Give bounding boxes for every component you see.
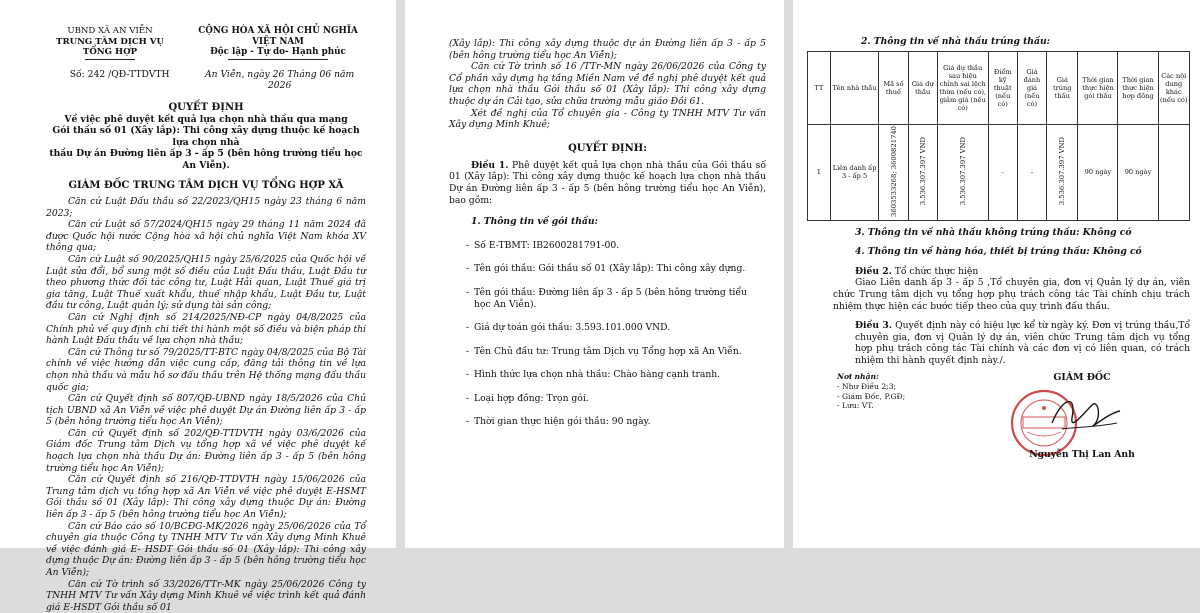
list-item-text: Thời gian thực hiện gói thầu: 90 ngày.: [474, 416, 651, 428]
recipient-item: - Lưu: VT.: [837, 401, 874, 411]
article-1-label: Điều 1.: [471, 159, 509, 171]
document-number: Số: 242 /QĐ-TTDVTH: [69, 68, 170, 80]
list-item-text: Hình thức lựa chọn nhà thầu: Chào hàng cạnh tranh.: [474, 369, 721, 381]
article-2: [855, 266, 1190, 278]
list-item-text: Tên gói thầu: Đường liên ấp 3 - ấp 5 (bên hông trường tiểu học An Viễn).: [474, 286, 747, 310]
cell-contract-duration: 90 ngày: [1118, 124, 1158, 220]
legal-basis: Căn cứ Nghị định số 214/2025/NĐ-CP ngày 04/8/2025 của Chính phủ về quy định chi tiết thi hành một số điều và biện pháp thi hành Luật Đấu thầu về lựa chọn nhà thầu;: [46, 311, 366, 347]
winning-price-text: 3.536.307.397 VND: [1058, 136, 1067, 206]
legal-basis: Căn cứ Tờ trình số 16 /TTr-MN ngày 26/06/2026 của Công ty Cổ phần xây dựng hạ tầng Miền Nam về đề nghị phê duyệt kết quả lựa chọn nhà thầu Gói thầu số 01 (Xây lắp): Thi công xây dựng thuộc dự án Cải tạo, sửa chữa trường mẫu giáo Đồi 61.: [449, 61, 766, 107]
bid-price-text: 3.536.307.397 VND: [918, 136, 927, 206]
cell-eval-price: -: [1017, 124, 1046, 220]
cell-contractor: Liên danh ấp 3 - ấp 5: [830, 124, 879, 220]
list-item: - Tên gói thầu: Gói thầu số 01 (Xây lắp): Thi công xây dựng.: [465, 263, 746, 275]
article-2-title: Tổ chức thực hiện: [891, 265, 979, 277]
issuer-name: TRUNG TÂM DỊCH VỤ TỔNG HỢP: [56, 36, 164, 58]
legal-basis: Xét đề nghị của Tổ chuyên gia - Công ty TNHH MTV Tư vấn Xây dựng Minh Khuê;: [449, 107, 766, 131]
continued-text: (Xây lắp): Thi công xây dựng thuộc dự án Đường liên ấp 3 - ấp 5 (bên hông trường tiểu học An Viễn);: [449, 38, 766, 61]
cell-winning-price: [1047, 124, 1078, 220]
col-header: Các nội dung khác (nếu có): [1158, 51, 1189, 124]
signature-column: [1007, 372, 1157, 460]
article-3: [807, 320, 1190, 366]
cell-bid-price: [908, 124, 937, 220]
legal-basis: Căn cứ Quyết định số 202/QĐ-TTDVTH ngày 03/6/2026 của Giám đốc Trung tâm Dịch vụ tổng hợp xã về việc phê duyệt kế hoạch lựa chọn nhà thầu Dự án: Đường liên ấp 3 - ấp 5 (bên hông trường tiểu học An Viễn);: [46, 427, 366, 474]
document-header: [46, 26, 366, 60]
document-page-3: [793, 0, 1200, 548]
cell-other: [1158, 124, 1189, 220]
section-4-heading: 4. Thông tin về hàng hóa, thiết bị trúng thầu: Không có: [855, 246, 1142, 258]
article-1-text: Phê duyệt kết quả lựa chọn nhà thầu của Gói thầu số 01 (Xây lắp): Thi công xây dựng thuộc kế hoạch lựa chọn nhà thầu Dự án Đường liên ấp 3 - ấp 5 (bên hông trường tiểu học An Viễn), bao gồm:: [449, 159, 766, 206]
cell-adjusted-price: [937, 124, 988, 220]
article-2-label: Điều 2.: [855, 265, 892, 277]
decision-subject-line2: Gói thầu số 01 (Xây lắp): Thi công xây dựng thuộc kế hoạch lựa chọn nhà: [52, 125, 360, 148]
motto: Độc lập - Tự do- Hạnh phúc: [210, 47, 346, 58]
tax-code-text: 3603533268; 3600821740: [889, 125, 898, 217]
col-header: Điểm kỹ thuật (nếu có): [988, 51, 1017, 124]
list-item-text: Loại hợp đồng: Trọn gói.: [474, 392, 589, 404]
col-header: Giá dự thầu sau hiệu chỉnh sai lệch thừa (nếu có), giảm giá (nếu có): [937, 51, 988, 124]
document-page-1: [0, 0, 396, 613]
winner-table: [807, 51, 1190, 221]
col-header: Thời gian thực hiện hợp đồng: [1118, 51, 1158, 124]
document-page-2: [405, 0, 784, 548]
list-item-text: Giá dự toán gói thầu: 3.593.101.000 VND.: [474, 322, 671, 334]
issuer-block: [46, 26, 174, 60]
legal-basis: Căn cứ Luật số 57/2024/QH15 ngày 29 tháng 11 năm 2024 đã được Quốc hội nước Cộng hòa xã hội chủ nghĩa Việt Nam khóa XV thông qua;: [46, 219, 366, 254]
article-3-text: Quyết định này có hiệu lực kể từ ngày ký. Đơn vị trúng thầu,Tổ chuyên gia, đơn vị Quản lý dự án, viên chức Trung tâm dịch vụ tổng hợp phụ trách công tác Tài chính và các đơn vị có liên quan, có trách nhiệm thi hành quyết định này./.: [855, 320, 1190, 366]
nation-name: CỘNG HÒA XÃ HỘI CHỦ NGHĨA VIỆT NAM: [198, 26, 358, 47]
article-2-body: Giao Liên danh ấp 3 - ấp 5 ,Tổ chuyên gia, đơn vị Quản lý dự án, viên chức Trung tâm dịch vụ tổng hợp phụ trách công tác Tài chính chịu trách nhiệm thực hiện các bước tiếp theo của quy trình đấu thầu.: [833, 277, 1190, 312]
cell-tech-score: -: [988, 124, 1017, 220]
legal-basis: Căn cứ Thông tư số 79/2025/TT-BTC ngày 04/8/2025 của Bộ Tài chính về việc hướng dẫn việc cung cấp, đăng tải thông tin về lựa chọn nhà thầu và mẫu hồ sơ đấu thầu trên Hệ thống mạng đấu thầu quốc gia;: [46, 346, 366, 393]
issuer-parent: UBND XÃ AN VIỄN: [67, 26, 153, 36]
list-item: - Hình thức lựa chọn nhà thầu: Chào hàng cạnh tranh.: [465, 369, 721, 381]
docno-row: [46, 69, 366, 92]
document-date: An Viễn, ngày 26 Tháng 06 năm 2026: [204, 68, 355, 92]
cell-tt: 1: [808, 124, 831, 220]
col-header: Giá trúng thầu: [1047, 51, 1078, 124]
col-header: Giá dự thầu: [908, 51, 937, 124]
decision-title: QUYẾT ĐỊNH: [168, 101, 244, 113]
issuing-authority: GIÁM ĐỐC TRUNG TÂM DỊCH VỤ TỔNG HỢP XÃ: [68, 180, 344, 191]
list-item-text: Tên gói thầu: Gói thầu số 01 (Xây lắp): Thi công xây dựng.: [474, 263, 746, 275]
recipients-block: [837, 372, 905, 410]
list-item: - Loại hợp đồng: Trọn gói.: [465, 392, 589, 404]
signer-title: GIÁM ĐỐC: [1053, 372, 1111, 384]
list-item: - Giá dự toán gói thầu: 3.593.101.000 VND.: [465, 322, 671, 334]
table-row: [808, 124, 1190, 220]
decision-subject-line3: thầu Dự án Đường liên ấp 3 - ấp 5 (bên hông trường tiểu học An Viễn).: [49, 148, 363, 171]
table-header-row: [808, 51, 1190, 124]
section-2-heading: 2. Thông tin về nhà thầu trúng thầu:: [861, 36, 1051, 47]
decision-subject: Về việc phê duyệt kết quả lựa chọn nhà thầu qua mạng: [64, 113, 348, 125]
list-item: - Tên gói thầu: Đường liên ấp 3 - ấp 5 (bên hông trường tiểu học An Viễn).: [449, 287, 766, 310]
col-header: TT: [808, 51, 831, 124]
col-header: Giá đánh giá (nếu có): [1017, 51, 1046, 124]
motto-underline: [228, 59, 328, 60]
list-item: - Số E-TBMT: IB2600281791-00.: [465, 239, 620, 251]
legal-basis: Căn cứ Tờ trình số 33/2026/TTr-MK ngày 25/06/2026 Công ty TNHH MTV Tư vấn Xây dựng Minh Khuê về việc trình kết quả đánh giá E-HSDT Gói thầu số 01: [46, 578, 366, 613]
section-3-heading: 3. Thông tin về nhà thầu không trúng thầu: Không có: [855, 226, 1132, 238]
recipient-item: - Giám Đốc, P.GĐ;: [837, 391, 906, 401]
list-item: - Thời gian thực hiện gói thầu: 90 ngày.: [465, 416, 651, 428]
recipient-item: - Như Điều 2;3;: [837, 382, 897, 392]
legal-basis: Căn cứ Luật Đấu thầu số 22/2023/QH15 ngày 23 tháng 6 năm 2023;: [46, 196, 366, 219]
national-motto: [190, 26, 366, 60]
legal-basis: Căn cứ Luật số 90/2025/QH15 ngày 25/6/2025 của Quốc hội về Luật sửa đổi, bổ sung một số điều của Luật Đấu thầu, Luật Đầu tư theo phương thức đối tác công tư, Luật Hải quan, Luật Thuế giá trị gia tăng, Luật Thuế xuất khẩu, thuế nhập khẩu, Luật Đầu tư, Luật đầu tư công, Luật quản lý; sử dụng tài sản công;: [46, 253, 366, 312]
list-item-text: Số E-TBMT: IB2600281791-00.: [474, 239, 620, 251]
signer-name: Nguyễn Thị Lan Anh: [1029, 449, 1135, 461]
list-item: - Tên Chủ đầu tư: Trung tâm Dịch vụ Tổng hợp xã An Viễn.: [465, 345, 742, 357]
signature-area: [807, 372, 1190, 482]
col-header: Mã số thuế: [879, 51, 908, 124]
article-3-label: Điều 3.: [855, 320, 893, 332]
cell-tax-code: [879, 124, 908, 220]
cell-package-duration: 90 ngày: [1078, 124, 1118, 220]
list-item-text: Tên Chủ đầu tư: Trung tâm Dịch vụ Tổng hợp xã An Viễn.: [474, 345, 742, 357]
section-1-heading: 1. Thông tin về gói thầu:: [471, 216, 598, 228]
col-header: Tên nhà thầu: [830, 51, 879, 124]
handwritten-signature: [1022, 383, 1142, 445]
article-1: [449, 160, 766, 206]
col-header: Thời gian thực hiện gói thầu: [1078, 51, 1118, 124]
legal-basis: Căn cứ Quyết định số 807/QĐ-UBND ngày 18/5/2026 của Chủ tịch UBND xã An Viễn về việc phê duyệt Dự án Đường liên ấp 3 - ấp 5 (bên hông trường tiểu học An Viễn);: [46, 393, 366, 428]
header-underline: [85, 59, 135, 60]
legal-basis: Căn cứ Quyết định số 216/QĐ-TTDVTH ngày 15/06/2026 của Trung tâm dịch vụ tổng hợp xã An Viễn về việc phê duyệt E-HSMT Gói thầu số 01 (Xây lắp): Thi công xây dựng thuộc Dự án: Đường liên ấp 3 - ấp 5 (bên hông trường tiểu học An Viễn);: [46, 474, 366, 521]
recipients-heading: Nơi nhận:: [837, 372, 879, 382]
adjusted-price-text: 3.536.307.397 VND: [958, 136, 967, 206]
legal-basis: Căn cứ Báo cáo số 10/BCĐG-MK/2026 ngày 25/06/2026 của Tổ chuyên gia thuộc Công ty TNHH MTV Tư vấn Xây dựng Minh Khuê về việc đánh giá E- HSDT Gói thầu số 01 (Xây lắp): Thi công xây dựng thuộc Dự án: Đường liên ấp 3 - ấp 5 (bên hông trường tiểu học An Viễn);: [46, 520, 366, 578]
decide-heading: QUYẾT ĐỊNH:: [568, 142, 647, 154]
